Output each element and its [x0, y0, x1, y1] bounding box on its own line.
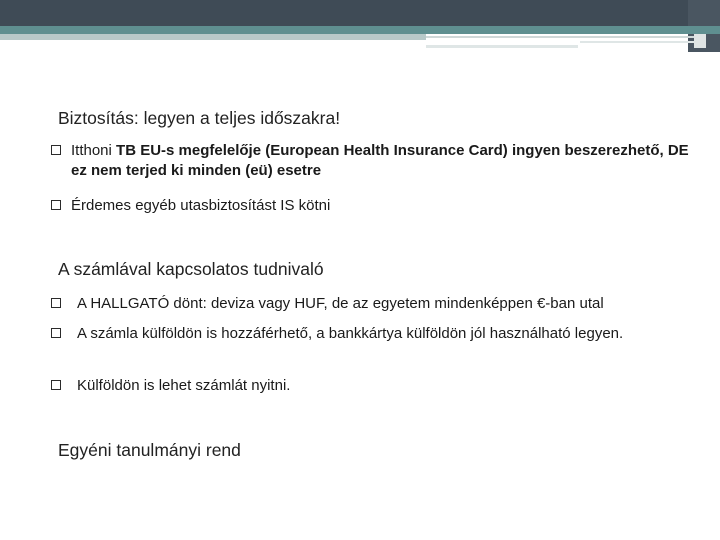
- bullet-text: A HALLGATÓ dönt: deviza vagy HUF, de az egyetem mindenképpen €-ban utal: [77, 295, 604, 312]
- insurance-bullet-list-2: [50, 196, 690, 216]
- account-bullet-2: [50, 324, 690, 344]
- account-bullet-1: [50, 294, 690, 314]
- bullet-text-bold: TB EU-s megfelelője (European Health Insurance Card) ingyen beszerezhető, DE ez nem terjed ki minden (eü) esetre: [71, 142, 689, 179]
- list-item: [50, 294, 690, 314]
- list-item: [50, 376, 690, 396]
- list-item: [50, 196, 690, 216]
- checkbox-bullet-icon: [51, 380, 61, 390]
- account-bullet-3: [50, 376, 690, 396]
- list-item: [50, 141, 690, 181]
- header-rule-2: [426, 45, 578, 48]
- checkbox-bullet-icon: [51, 298, 61, 308]
- header-band-light: [0, 34, 426, 40]
- checkbox-bullet-icon: [51, 145, 61, 155]
- section-heading-account: A számlával kapcsolatos tudnivaló: [58, 259, 324, 279]
- bullet-text: A számla külföldön is hozzáférhető, a bankkártya külföldön jól használható legyen.: [77, 325, 624, 342]
- checkbox-bullet-icon: [51, 200, 61, 210]
- bullet-text: Érdemes egyéb utasbiztosítást IS kötni: [71, 197, 331, 214]
- section-heading-insurance: Biztosítás: legyen a teljes időszakra!: [58, 108, 341, 128]
- header-rule-1: [426, 36, 694, 38]
- header-rule-3: [580, 41, 694, 43]
- header-band-block: [694, 34, 706, 48]
- section-heading-study: Egyéni tanulmányi rend: [58, 440, 241, 460]
- header-band-teal: [0, 26, 720, 34]
- bullet-text-prefix: Itthoni: [71, 142, 117, 159]
- insurance-bullet-list: [50, 141, 690, 181]
- bullet-text: Külföldön is lehet számlát nyitni.: [77, 377, 291, 394]
- checkbox-bullet-icon: [51, 328, 61, 338]
- list-item: [50, 324, 690, 344]
- header-band-dark: [0, 0, 720, 26]
